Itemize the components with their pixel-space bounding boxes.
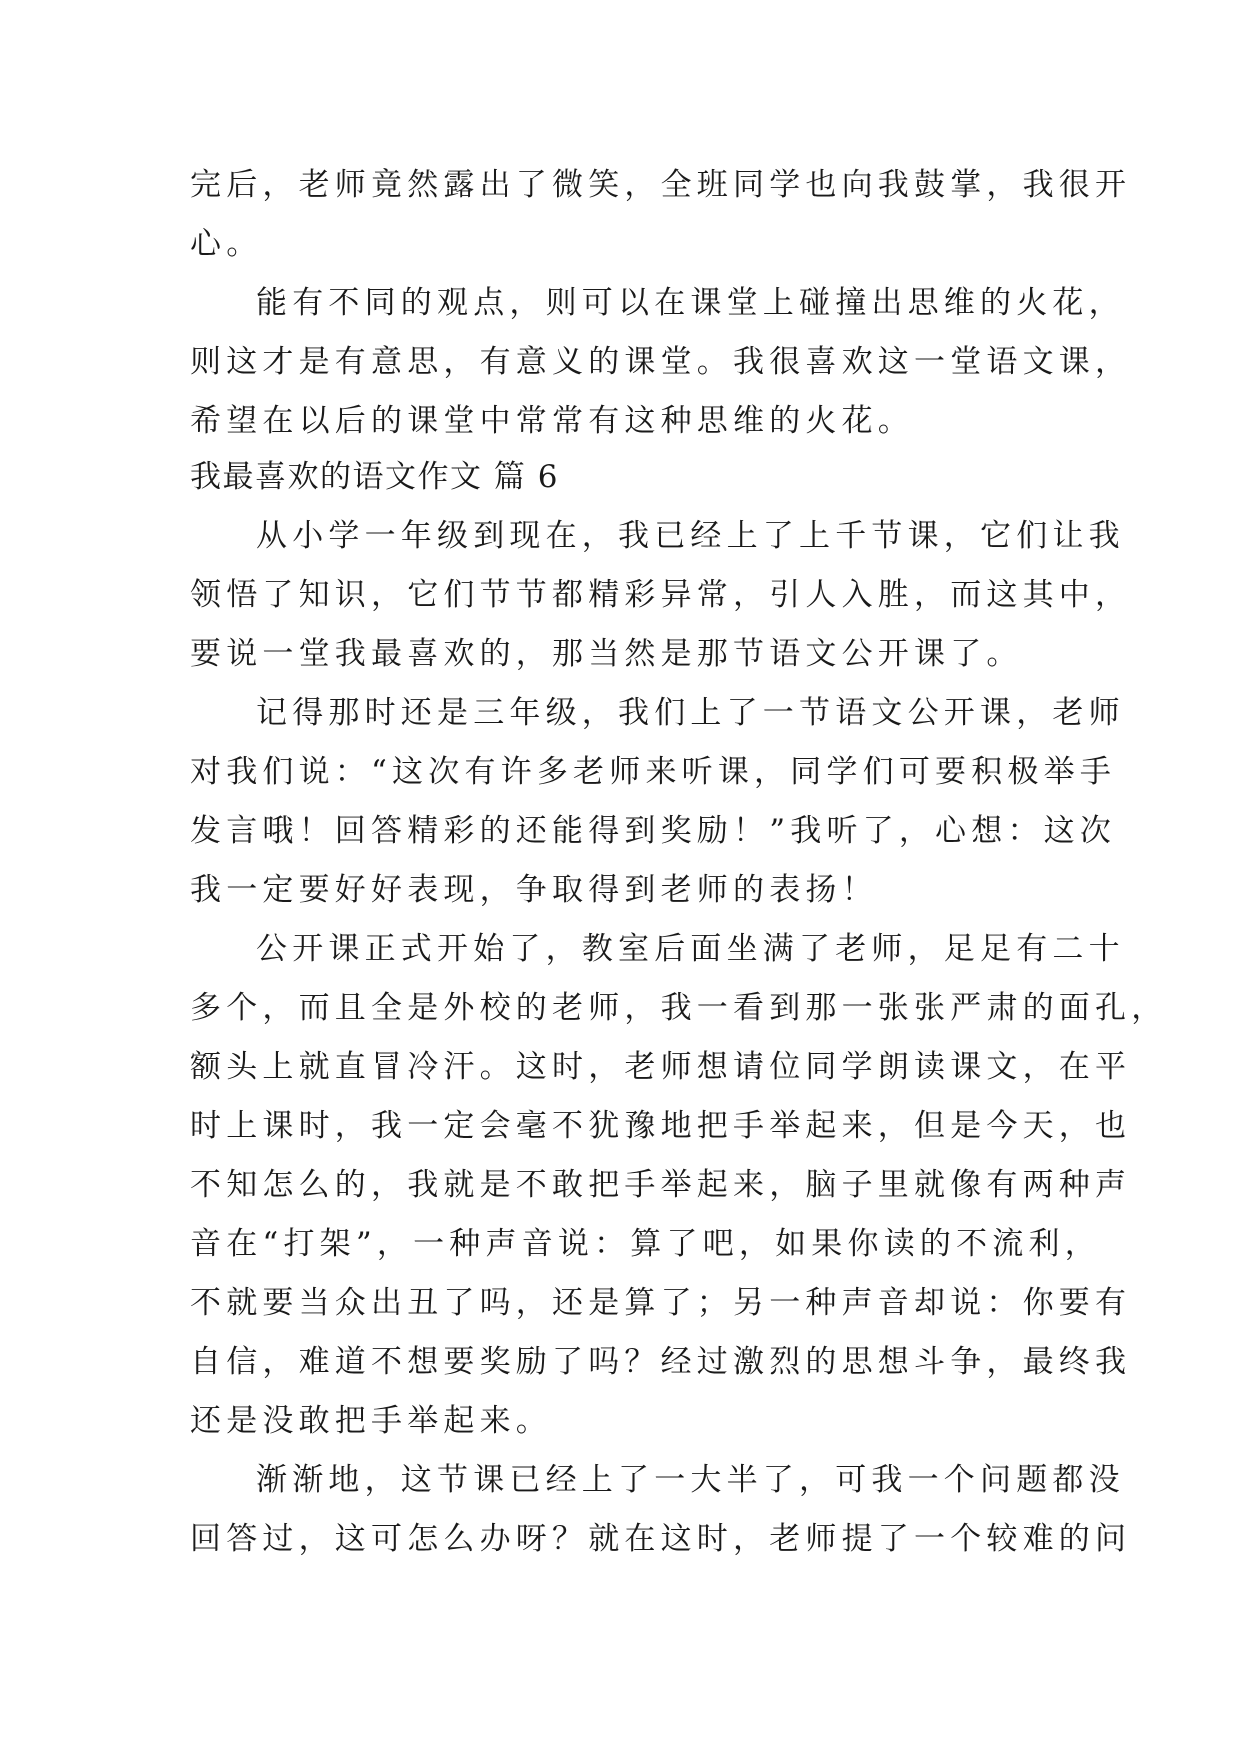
text-line: 则这才是有意思，有意义的课堂。我很喜欢这一堂语文课，	[190, 344, 1132, 380]
text-line: 完后，老师竟然露出了微笑，全班同学也向我鼓掌，我很开	[190, 167, 1132, 203]
text-line: 不就要当众出丑了吗，还是算了；另一种声音却说：你要有	[190, 1285, 1132, 1321]
paragraph-first-line: 能有不同的观点，则可以在课堂上碰撞出思维的火花，	[256, 285, 1125, 321]
text-line: 额头上就直冒冷汗。这时，老师想请位同学朗读课文，在平	[190, 1049, 1132, 1085]
text-line: 对我们说：“这次有许多老师来听课，同学们可要积极举手	[190, 754, 1117, 790]
text-line: 音在“打架”，一种声音说：算了吧，如果你读的不流利，	[190, 1226, 1101, 1262]
paragraph-first-line: 公开课正式开始了，教室后面坐满了老师，足足有二十	[256, 931, 1125, 967]
section-heading: 我最喜欢的语文作文 篇 6	[190, 459, 559, 495]
text-line: 多个，而且全是外校的老师，我一看到那一张张严肃的面孔，	[190, 990, 1168, 1026]
text-line: 发言哦！回答精彩的还能得到奖励！”我听了，心想：这次	[190, 813, 1117, 849]
text-line: 要说一堂我最喜欢的，那当然是那节语文公开课了。	[190, 636, 1023, 672]
text-line: 领悟了知识，它们节节都精彩异常，引人入胜，而这其中，	[190, 577, 1132, 613]
text-line: 自信，难道不想要奖励了吗？经过激烈的思想斗争，最终我	[190, 1344, 1132, 1380]
text-line: 希望在以后的课堂中常常有这种思维的火花。	[190, 403, 914, 439]
paragraph-first-line: 从小学一年级到现在，我已经上了上千节课，它们让我	[256, 518, 1125, 554]
paragraph-first-line: 渐渐地，这节课已经上了一大半了，可我一个问题都没	[256, 1462, 1125, 1498]
paragraph-first-line: 记得那时还是三年级，我们上了一节语文公开课，老师	[256, 695, 1125, 731]
text-line: 不知怎么的，我就是不敢把手举起来，脑子里就像有两种声	[190, 1167, 1132, 1203]
text-line: 时上课时，我一定会毫不犹豫地把手举起来，但是今天，也	[190, 1108, 1132, 1144]
text-line: 回答过，这可怎么办呀？就在这时，老师提了一个较难的问	[190, 1521, 1132, 1557]
text-line: 我一定要好好表现，争取得到老师的表扬！	[190, 872, 878, 908]
text-line: 心。	[190, 226, 263, 262]
text-line: 还是没敢把手举起来。	[190, 1403, 552, 1439]
